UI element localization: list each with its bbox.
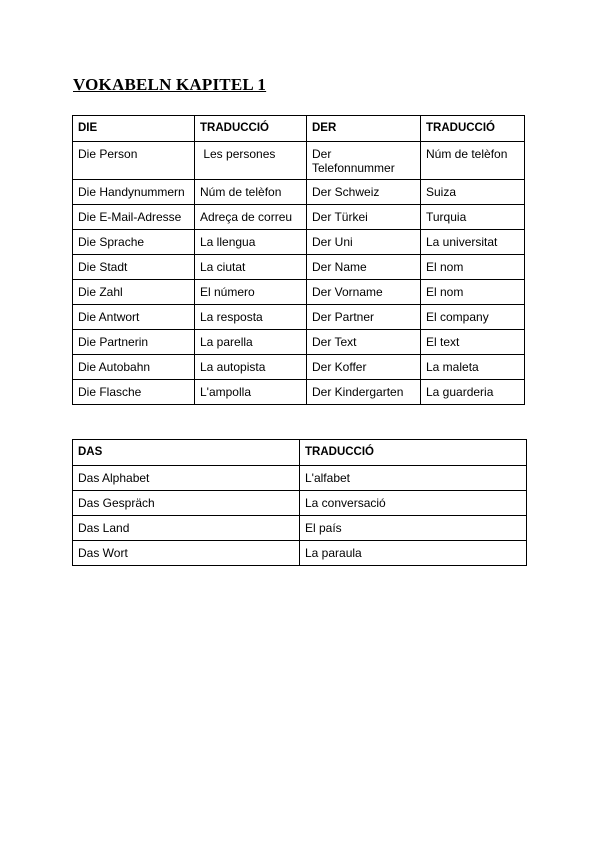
table-cell: Suiza — [421, 180, 525, 205]
table-cell: Der Text — [307, 330, 421, 355]
table-cell: Núm de telèfon — [421, 142, 525, 180]
table-row — [73, 541, 527, 566]
table-row — [73, 142, 525, 180]
table-cell: Die Partnerin — [73, 330, 195, 355]
table-cell: Der Vorname — [307, 280, 421, 305]
table-cell: El número — [195, 280, 307, 305]
table-cell: La maleta — [421, 355, 525, 380]
table-header-row — [73, 116, 525, 142]
table-cell: La universitat — [421, 230, 525, 255]
table-cell: La autopista — [195, 355, 307, 380]
table-cell: Der Koffer — [307, 355, 421, 380]
header-traduccio: TRADUCCIÓ — [300, 440, 527, 466]
table-cell: Der Partner — [307, 305, 421, 330]
table-row — [73, 355, 525, 380]
table-cell: Die Person — [73, 142, 195, 180]
table-cell: Der Schweiz — [307, 180, 421, 205]
table-cell: Die Handynummern — [73, 180, 195, 205]
header-traduccio: TRADUCCIÓ — [421, 116, 525, 142]
table-cell: La llengua — [195, 230, 307, 255]
table-row — [73, 305, 525, 330]
table-row — [73, 466, 527, 491]
table-row — [73, 180, 525, 205]
table-cell: El país — [300, 516, 527, 541]
table-cell: Die Sprache — [73, 230, 195, 255]
table-cell: Núm de telèfon — [195, 180, 307, 205]
table-row — [73, 280, 525, 305]
table-cell: El nom — [421, 280, 525, 305]
header-die: DIE — [73, 116, 195, 142]
page-title: VOKABELN KAPITEL 1 — [73, 75, 267, 94]
table-row — [73, 255, 525, 280]
table-cell: Das Alphabet — [73, 466, 300, 491]
table-cell: Der Uni — [307, 230, 421, 255]
table-cell: La ciutat — [195, 255, 307, 280]
table-cell: El text — [421, 330, 525, 355]
table-cell: Der Telefonnummer — [307, 142, 421, 180]
table-cell: Der Name — [307, 255, 421, 280]
table-cell: La conversació — [300, 491, 527, 516]
table-header-row — [73, 440, 527, 466]
table-row — [73, 491, 527, 516]
table-cell: Der Türkei — [307, 205, 421, 230]
table-row — [73, 205, 525, 230]
table-cell: Die Antwort — [73, 305, 195, 330]
table-cell: L'alfabet — [300, 466, 527, 491]
table-cell: Das Gespräch — [73, 491, 300, 516]
table-cell: La guarderia — [421, 380, 525, 405]
table-row — [73, 380, 525, 405]
table-cell: Die Flasche — [73, 380, 195, 405]
table-cell: Les persones — [195, 142, 307, 180]
header-der: DER — [307, 116, 421, 142]
table-cell: La parella — [195, 330, 307, 355]
table-row — [73, 516, 527, 541]
table-cell: Die E-Mail-Adresse — [73, 205, 195, 230]
table-cell: Die Stadt — [73, 255, 195, 280]
table-cell: Das Wort — [73, 541, 300, 566]
table-cell: La paraula — [300, 541, 527, 566]
header-traduccio: TRADUCCIÓ — [195, 116, 307, 142]
table-cell: El nom — [421, 255, 525, 280]
table-cell: Adreça de correu — [195, 205, 307, 230]
table-cell: Die Zahl — [73, 280, 195, 305]
vocab-table-die-der — [72, 115, 525, 405]
table-cell: La resposta — [195, 305, 307, 330]
table-cell: Turquia — [421, 205, 525, 230]
table-cell: Die Autobahn — [73, 355, 195, 380]
header-das: DAS — [73, 440, 300, 466]
table-cell: Der Kindergarten — [307, 380, 421, 405]
table-cell: Das Land — [73, 516, 300, 541]
table-row — [73, 330, 525, 355]
vocab-table-das — [72, 439, 527, 566]
table-row — [73, 230, 525, 255]
table-cell: L'ampolla — [195, 380, 307, 405]
table-cell: El company — [421, 305, 525, 330]
